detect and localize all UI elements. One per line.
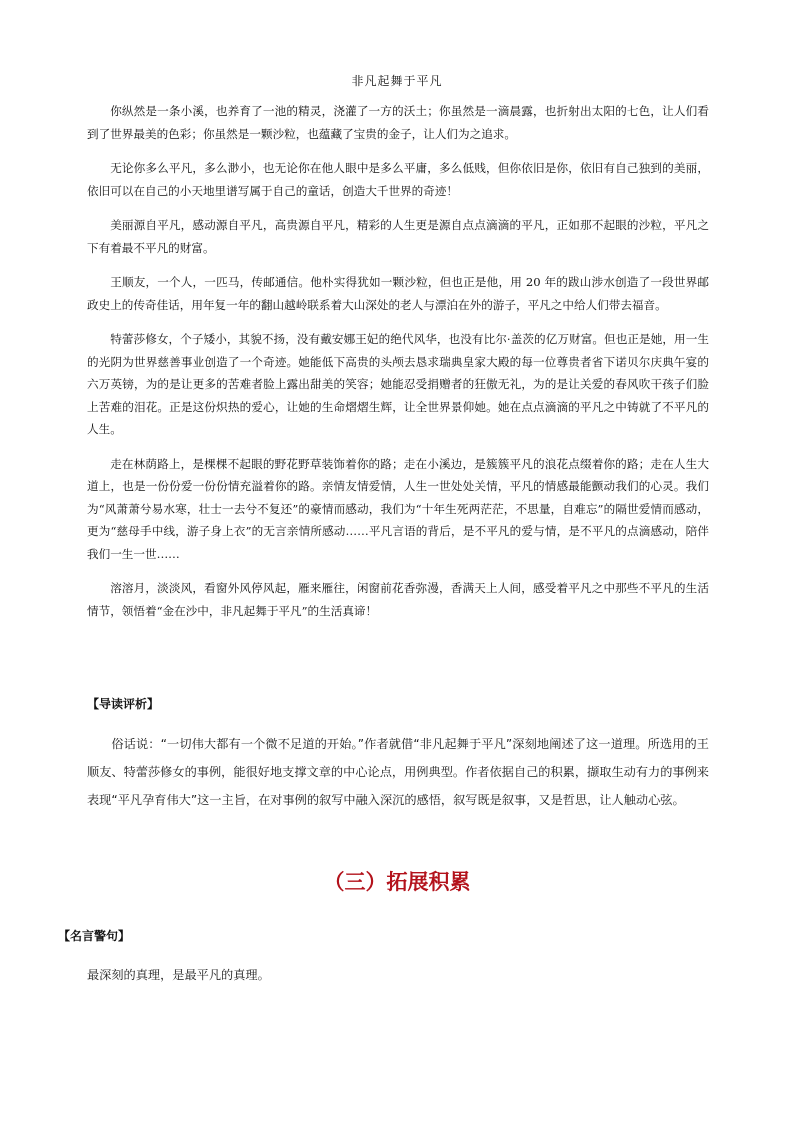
guide-commentary: 俗话说：“一切伟大都有一个微不足道的开始。”作者就借“非凡起舞于平凡”深刻地阐述了这一道理。所选用的王顺友、特蕾莎修女的事例，能很好地支撑文章的中心论点，用例典型。作者依据自己的积累，撷取生动有力的事例来表现“平凡孕育伟大”这一主旨，在对事例的叙写中融入深沉的感悟，叙写既是叙事，又是哲思，让人触动心弦。 [87, 737, 709, 807]
essay-paragraph: 走在林荫路上，是棵棵不起眼的野花野草装饰着你的路；走在小溪边，是簇簇平凡的浪花点缀着你的路；走在人生大道上，也是一份份爱一份份情充溢着你的路。亲情友情爱情，人生一世处处关情，平凡的情感最能颤动我们的心灵。我们为“风萧萧兮易水寒，壮士一去兮不复还”的豪情而感动，我们为“十年生死两茫茫，不思量，自难忘”的隔世爱情而感动，更为“慈母手中线，游子身上衣”的无言亲情所感动……平凡言语的背后，是不平凡的爱与情，是不平凡的点滴感动，陪伴我们一生一世…… [87, 456, 709, 561]
essay-title: 非凡起舞于平凡 [351, 74, 443, 88]
quote-text: 最深刻的真理，是最平凡的真理。 [87, 968, 270, 982]
section-heading: （三）拓展积累 [323, 870, 471, 894]
essay-paragraph: 溶溶月，淡淡风，看窗外风停风起，雁来雁往，闲窗前花香弥漫，香满天上人间，感受着平凡之中那些不平凡的生活情节，领悟着“金在沙中，非凡起舞于平凡”的生活真谛！ [87, 581, 709, 618]
essay-paragraph: 你纵然是一条小溪，也养育了一池的精灵，浇灌了一方的沃土；你虽然是一滴晨露，也折射出太阳的七色，让人们看到了世界最美的色彩；你虽然是一颗沙粒，也蕴藏了宝贵的金子，让人们为之追求。 [87, 104, 709, 141]
essay-paragraph: 特蕾莎修女，个子矮小，其貌不扬，没有戴安娜王妃的绝代风华，也没有比尔·盖茨的亿万财富。但也正是她，用一生的光阴为世界慈善事业创造了一个奇迹。她能低下高贵的头颅去恳求瑞典皇家大殿的每一位尊贵者省下诺贝尔庆典午宴的六万英镑，为的是让更多的苦难者脸上露出甜美的笑容；她能忍受捐赠者的狂傲无礼，为的是让关爱的春风吹干孩子们脸上苦难的泪花。正是这份炽热的爱心，让她的生命熠熠生辉，让全世界景仰她。她在点点滴滴的平凡之中铸就了不平凡的人生。 [87, 332, 709, 436]
essay-paragraph: 美丽源自平凡，感动源自平凡，高贵源自平凡，精彩的人生更是源自点点滴滴的平凡，正如那不起眼的沙粒，平凡之下有着最不平凡的财富。 [87, 218, 709, 255]
essay-body [87, 100, 709, 634]
essay-paragraph: 无论你多么平凡，多么渺小，也无论你在他人眼中是多么平庸，多么低贱，但你依旧是你，依旧有自己独到的美丽，依旧可以在自己的小天地里谱写属于自己的童话，创造大千世界的奇迹！ [87, 161, 709, 198]
essay-paragraph: 王顺友，一个人，一匹马，传邮通信。他朴实得犹如一颗沙粒，但也正是他，用 20 年的跋山涉水创造了一段世界邮政史上的传奇佳话，用年复一年的翻山越岭联系着大山深处的老人与漂泊在外的游子，平凡之中给人们带去福音。 [87, 275, 709, 312]
quotes-label: 【名言警句】 [58, 929, 131, 943]
guide-label: 【导读评析】 [87, 697, 160, 711]
